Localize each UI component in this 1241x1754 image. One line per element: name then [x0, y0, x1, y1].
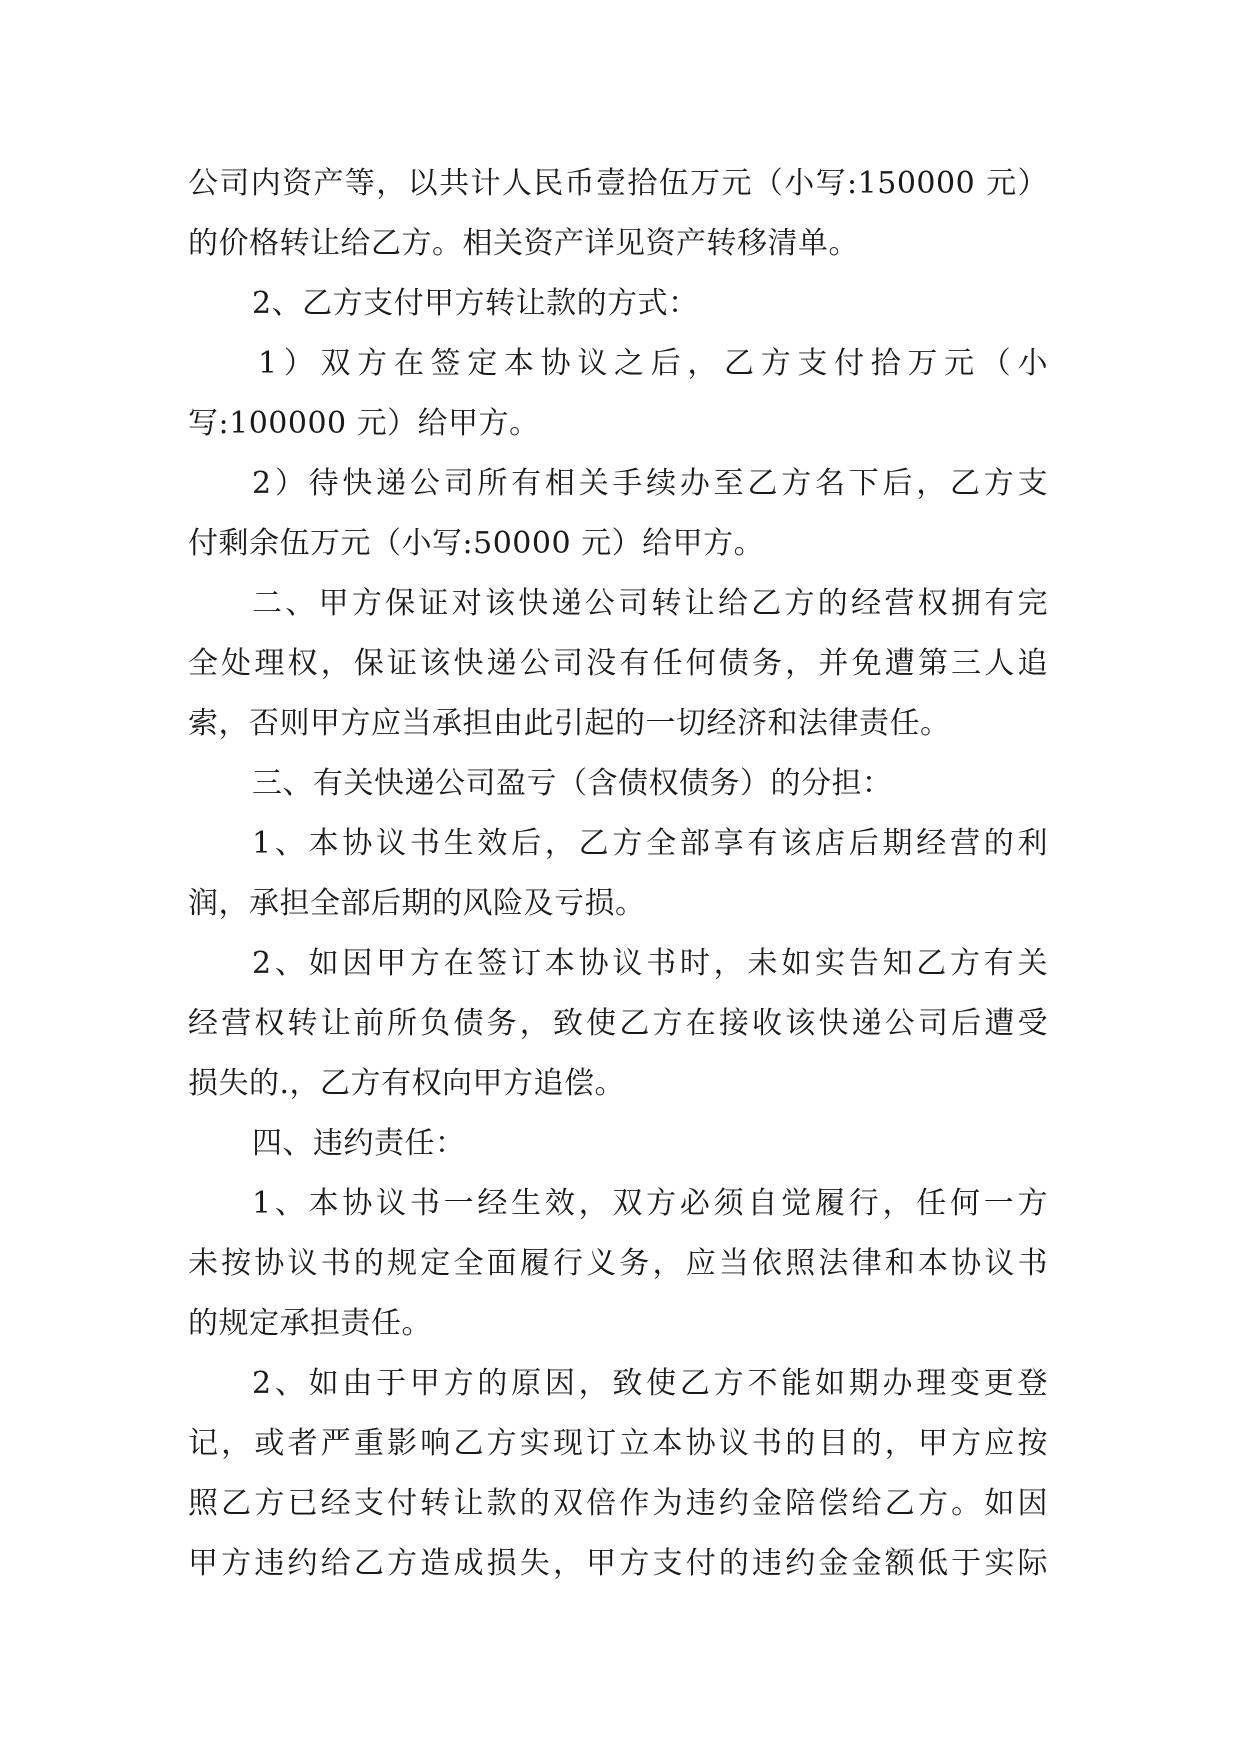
text-line: 经营权转让前所负债务，致使乙方在接收该快递公司后遭受 — [188, 1006, 1048, 1041]
text-line: 润，承担全部后期的风险及亏损。 — [188, 886, 646, 921]
text-line: 全处理权，保证该快递公司没有任何债务，并免遭第三人追 — [188, 646, 1048, 681]
text-line: 2）待快递公司所有相关手续办至乙方名下后，乙方支 — [252, 466, 1048, 501]
text-line: 照乙方已经支付转让款的双倍作为违约金陪偿给乙方。如因 — [188, 1486, 1048, 1521]
text-line: 1）双方在签定本协议之后，乙方支付拾万元（小 — [258, 346, 1048, 381]
text-line: 甲方违约给乙方造成损失，甲方支付的违约金金额低于实际 — [188, 1546, 1048, 1581]
text-line: 未按协议书的规定全面履行义务，应当依照法律和本协议书 — [188, 1246, 1048, 1281]
text-line: 的价格转让给乙方。相关资产详见资产转移清单。 — [188, 226, 859, 261]
text-line: 2、乙方支付甲方转让款的方式： — [252, 286, 699, 321]
text-line: 三、有关快递公司盈亏（含债权债务）的分担： — [252, 766, 893, 801]
text-line: 的规定承担责任。 — [188, 1306, 432, 1341]
text-line: 公司内资产等，以共计人民币壹拾伍万元（小写:150000 元） — [188, 166, 1048, 201]
text-line: 1、本协议书生效后，乙方全部享有该店后期经营的利 — [252, 826, 1048, 861]
text-line: 损失的.，乙方有权向甲方追偿。 — [188, 1066, 626, 1101]
text-line: 1、本协议书一经生效，双方必须自觉履行，任何一方 — [252, 1186, 1048, 1221]
text-line: 四、违约责任： — [252, 1126, 466, 1161]
text-line: 写:100000 元）给甲方。 — [188, 406, 540, 441]
text-line: 二、甲方保证对该快递公司转让给乙方的经营权拥有完 — [252, 586, 1048, 621]
text-line: 记，或者严重影响乙方实现订立本协议书的目的，甲方应按 — [188, 1426, 1048, 1461]
text-line: 2、如由于甲方的原因，致使乙方不能如期办理变更登 — [252, 1366, 1048, 1401]
text-line: 2、如因甲方在签订本协议书时，未如实告知乙方有关 — [252, 946, 1048, 981]
text-line: 索，否则甲方应当承担由此引起的一切经济和法律责任。 — [188, 706, 951, 741]
text-line: 付剩余伍万元（小写:50000 元）给甲方。 — [188, 526, 765, 561]
